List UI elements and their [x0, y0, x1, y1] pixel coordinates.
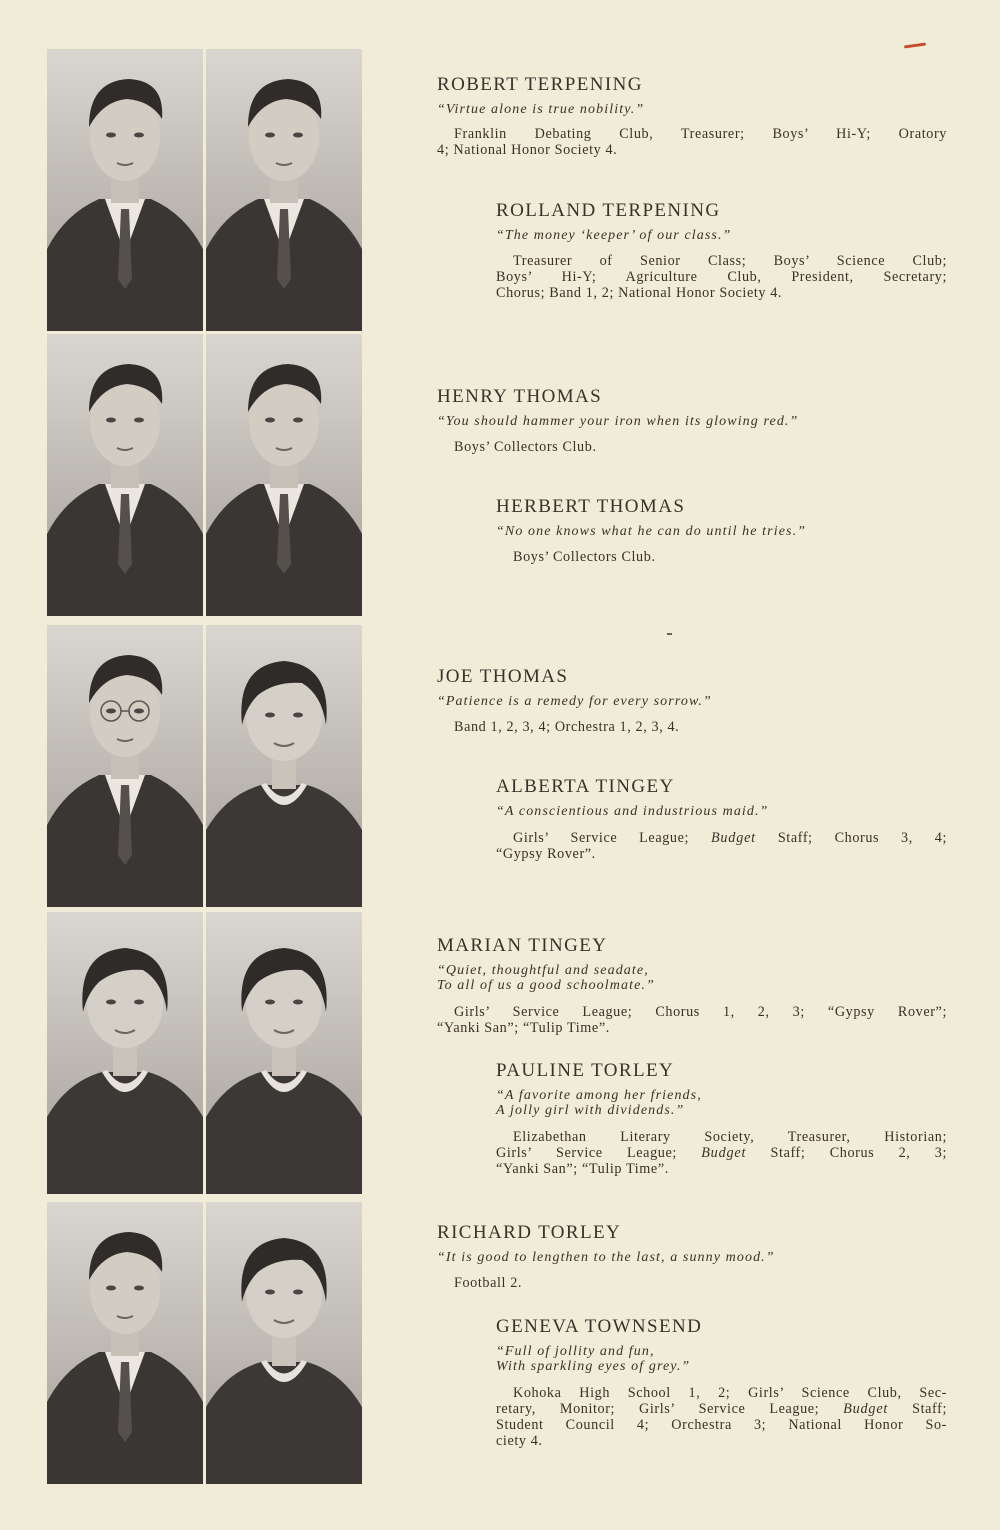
- photo-herbert-thomas: [206, 334, 362, 616]
- student-quote: “Full of jollity and fun, With sparkling eyes of grey.”: [496, 1344, 691, 1374]
- student-activities: Girls’ Service League; Budget Staff; Chorus 3, 4; “Gypsy Rover”.: [496, 830, 948, 862]
- photo-joe-thomas: [47, 625, 203, 907]
- student-activities: Kohoka High School 1, 2; Girls’ Science Club, Sec- retary, Monitor; Girls’ Service League; Budget Staff; Student Council 4; Orchestra 3; National Honor So- ciety 4.: [496, 1385, 947, 1449]
- student-quote: “It is good to lengthen to the last, a sunny mood.”: [437, 1250, 775, 1265]
- student-quote: “The money ‘keeper’ of our class.”: [496, 228, 732, 243]
- student-name: HENRY THOMAS: [437, 386, 603, 407]
- female-portrait-icon: [206, 1202, 362, 1484]
- photo-alberta-tingey: [206, 625, 362, 907]
- entry-henry-thomas: [437, 386, 947, 455]
- student-name: ALBERTA TINGEY: [496, 776, 675, 797]
- student-name: MARIAN TINGEY: [437, 935, 608, 956]
- student-activities: Boys’ Collectors Club.: [454, 439, 597, 455]
- male-portrait-icon: [206, 334, 362, 616]
- student-activities: Boys’ Collectors Club.: [513, 549, 656, 565]
- entry-herbert-thomas: [496, 496, 947, 565]
- entry-joe-thomas: [437, 666, 947, 735]
- male-portrait-icon: [47, 1202, 203, 1484]
- entry-alberta-tingey: [496, 776, 947, 862]
- student-activities: Girls’ Service League; Chorus 1, 2, 3; “Gypsy Rover”; “Yanki San”; “Tulip Time”.: [437, 1004, 947, 1036]
- student-name: RICHARD TORLEY: [437, 1222, 622, 1243]
- entry-geneva-townsend: [496, 1316, 947, 1449]
- student-quote: “A conscientious and industrious maid.”: [496, 804, 769, 819]
- student-name: HERBERT THOMAS: [496, 496, 686, 517]
- entry-marian-tingey: [437, 935, 947, 1036]
- pencil-mark: [904, 42, 926, 48]
- student-quote: “No one knows what he can do until he tries.”: [496, 524, 807, 539]
- photo-marian-tingey: [47, 912, 203, 1194]
- entry-rolland-terpening: [496, 200, 947, 301]
- student-quote: “Patience is a remedy for every sorrow.”: [437, 694, 712, 709]
- student-name: JOE THOMAS: [437, 666, 569, 687]
- photo-henry-thomas: [47, 334, 203, 616]
- student-name: GENEVA TOWNSEND: [496, 1316, 703, 1337]
- entry-richard-torley: [437, 1222, 947, 1291]
- photo-robert-terpening: [47, 49, 203, 331]
- student-name: ROLLAND TERPENING: [496, 200, 721, 221]
- female-portrait-icon: [47, 912, 203, 1194]
- student-quote: “You should hammer your iron when its glowing red.”: [437, 414, 799, 429]
- entry-robert-terpening: [437, 74, 947, 158]
- student-name: ROBERT TERPENING: [437, 74, 643, 95]
- student-quote: “Virtue alone is true nobility.”: [437, 102, 645, 117]
- student-activities: Elizabethan Literary Society, Treasurer, Historian; Girls’ Service League; Budget Staff; Chorus 2, 3; “Yanki San”; “Tulip Time”.: [496, 1129, 947, 1177]
- photo-pauline-torley: [206, 912, 362, 1194]
- stray-mark: [667, 633, 672, 635]
- entry-pauline-torley: [496, 1060, 947, 1177]
- photo-rolland-terpening: [206, 49, 362, 331]
- male-portrait-glasses-icon: [47, 625, 203, 907]
- female-portrait-icon: [206, 912, 362, 1194]
- student-activities: Treasurer of Senior Class; Boys’ Science Club; Boys’ Hi-Y; Agriculture Club, President, Secretary; Chorus; Band 1, 2; National Honor Society 4.: [496, 253, 947, 301]
- student-activities: Football 2.: [454, 1275, 523, 1291]
- male-portrait-icon: [47, 334, 203, 616]
- student-quote: “A favorite among her friends, A jolly girl with dividends.”: [496, 1088, 702, 1118]
- photo-richard-torley: [47, 1202, 203, 1484]
- student-activities: Band 1, 2, 3, 4; Orchestra 1, 2, 3, 4.: [454, 719, 680, 735]
- student-quote: “Quiet, thoughtful and seadate, To all of us a good schoolmate.”: [437, 963, 655, 993]
- student-activities: Franklin Debating Club, Treasurer; Boys’ Hi-Y; Oratory 4; National Honor Society 4.: [437, 126, 947, 158]
- male-portrait-icon: [206, 49, 362, 331]
- female-portrait-icon: [206, 625, 362, 907]
- student-name: PAULINE TORLEY: [496, 1060, 675, 1081]
- male-portrait-icon: [47, 49, 203, 331]
- photo-geneva-townsend: [206, 1202, 362, 1484]
